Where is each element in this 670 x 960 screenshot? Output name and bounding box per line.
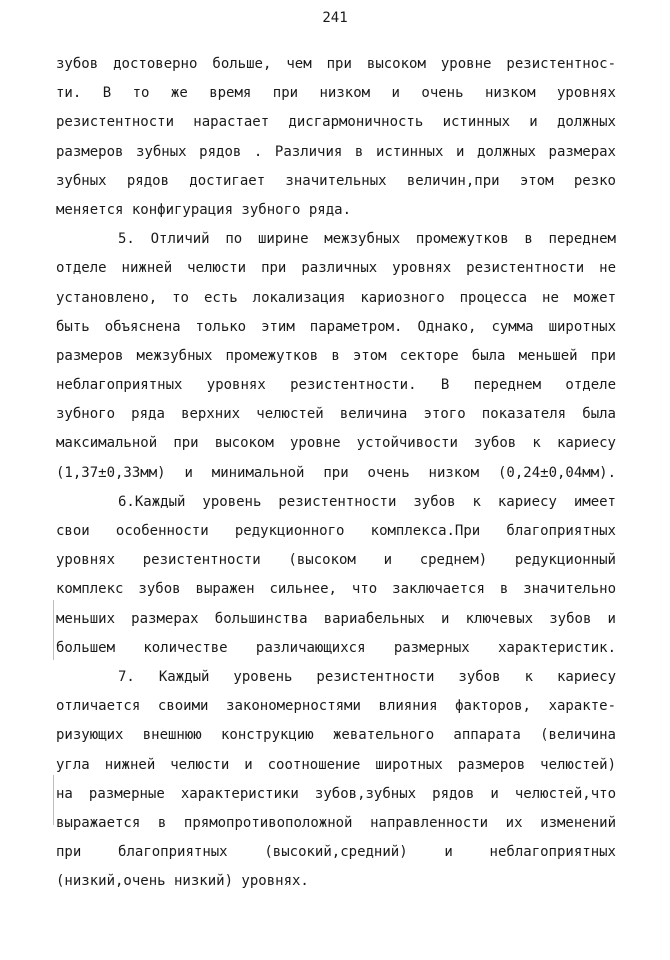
margin-scan-mark bbox=[53, 600, 54, 660]
text-line: 7. Каждый уровень резистентности зубов к кариесу bbox=[118, 668, 616, 685]
text-line: зубов достоверно больше, чем при высоком уровне резистентнос- bbox=[56, 56, 616, 72]
margin-scan-mark bbox=[53, 775, 54, 825]
text-line: комплекс зубов выражен сильнее, что заключается в значительно bbox=[56, 581, 616, 598]
text-line: угла нижней челюсти и соотношение широтных размеров челюстей) bbox=[56, 756, 616, 773]
text-line: 5. Отличий по ширине межзубных промежутков в переднем bbox=[118, 231, 616, 248]
text-line: 6.Каждый уровень резистентности зубов к кариесу имеет bbox=[118, 493, 616, 510]
page-number: 241 bbox=[322, 10, 348, 26]
text-line: свои особенности редукционного комплекса.При благоприятных bbox=[56, 523, 616, 539]
text-line: максимальной при высоком уровне устойчивости зубов к кариесу bbox=[56, 435, 616, 452]
text-line: меньших размерах большинства вариабельных и ключевых зубов и bbox=[56, 610, 616, 627]
text-line: неблагоприятных уровнях резистентности. В переднем отделе bbox=[56, 377, 616, 394]
text-line: уровнях резистентности (высоком и среднем) редукционный bbox=[56, 552, 616, 569]
text-line: ризующих внешнюю конструкцию жевательного аппарата (величина bbox=[56, 727, 616, 744]
text-line: размеров зубных рядов . Различия в истинных и должных размерах bbox=[56, 143, 616, 160]
text-line: размеров межзубных промежутков в этом секторе была меньшей при bbox=[56, 347, 616, 364]
text-line: установлено, то есть локализация кариозного процесса не может bbox=[56, 289, 616, 306]
text-line: на размерные характеристики зубов,зубных рядов и челюстей,что bbox=[56, 785, 616, 802]
text-line: выражается в прямопротивоположной направленности их изменений bbox=[56, 814, 616, 831]
text-line: (низкий,очень низкий) уровнях. bbox=[56, 873, 309, 890]
text-line: большем количестве различающихся размерных характеристик. bbox=[56, 639, 616, 656]
text-line: отделе нижней челюсти при различных уровнях резистентности не bbox=[56, 260, 616, 277]
text-line: ти. В то же время при низком и очень низком уровнях bbox=[56, 85, 616, 102]
text-line: меняется конфигурация зубного ряда. bbox=[56, 201, 352, 218]
text-line: отличается своими закономерностями влияния факторов, характе- bbox=[56, 698, 616, 715]
text-line: зубных рядов достигает значительных величин,при этом резко bbox=[56, 172, 616, 189]
text-line: быть объяснена только этим параметром. Однако, сумма широтных bbox=[56, 318, 616, 335]
body-text bbox=[56, 50, 616, 896]
text-line: (1,37±0,33мм) и минимальной при очень низком (0,24±0,04мм). bbox=[56, 464, 616, 481]
text-line: резистентности нарастает дисгармоничность истинных и должных bbox=[56, 114, 616, 131]
text-line: зубного ряда верхних челюстей величина этого показателя была bbox=[56, 406, 616, 423]
text-line: при благоприятных (высокий,средний) и неблагоприятных bbox=[56, 844, 616, 861]
